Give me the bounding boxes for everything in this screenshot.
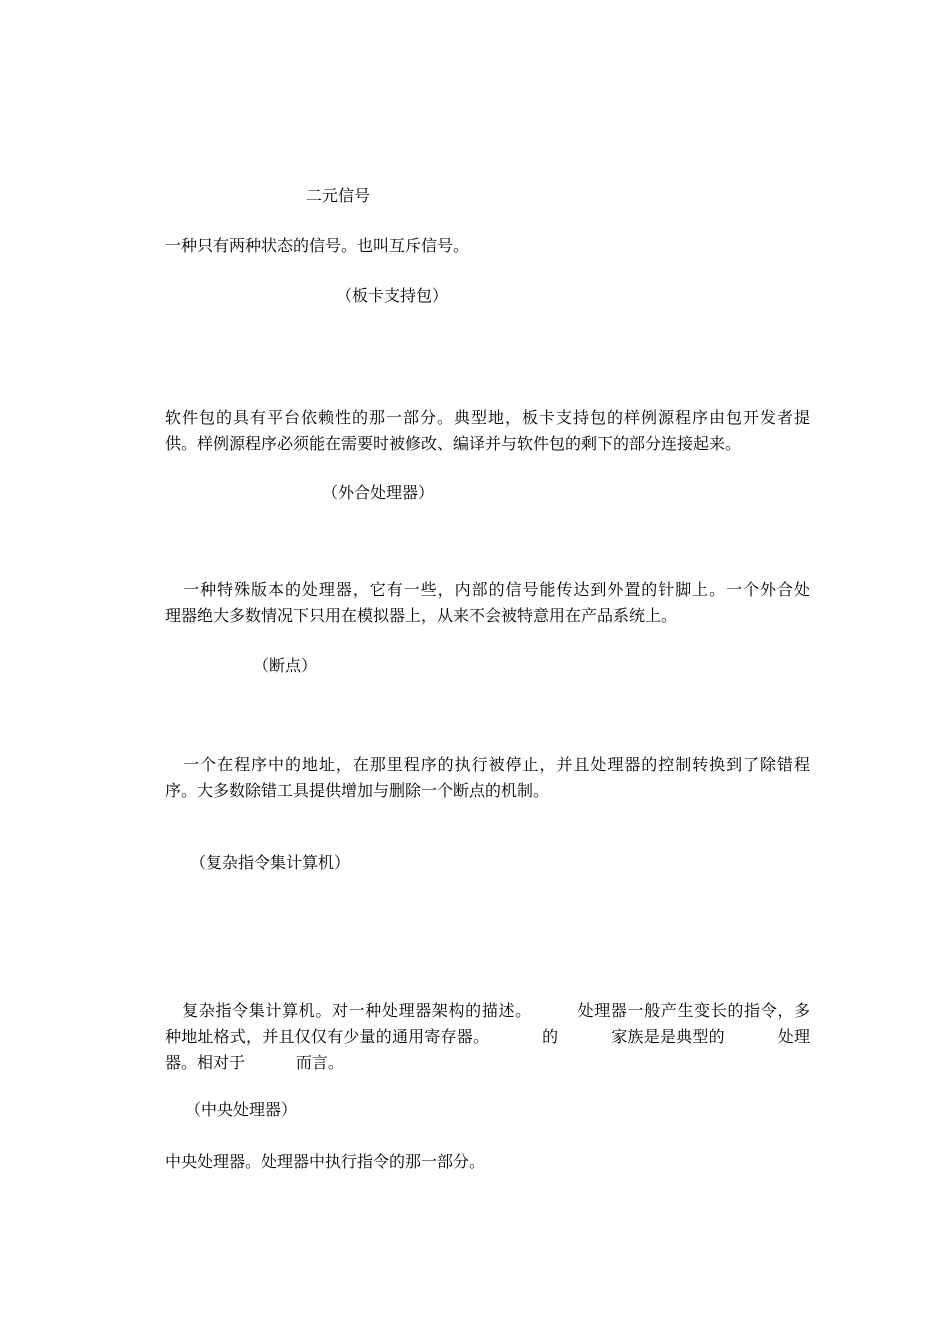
definition-line: 种地址格式，并且仅仅有少量的通用寄存器。 的 家族是是典型的 处理	[165, 1027, 810, 1046]
term-heading-cpu: （中央处理器）	[185, 1100, 298, 1119]
term-heading-bondout-processor: （外合处理器）	[322, 483, 435, 502]
term-definition-breakpoint	[165, 752, 810, 804]
term-definition-cisc	[165, 998, 810, 1076]
term-heading-binary-signal: 二元信号	[306, 186, 371, 205]
definition-line: 一种只有两种状态的信号。也叫互斥信号。	[165, 236, 470, 255]
definition-line: 中央处理器。处理器中执行指令的那一部分。	[165, 1152, 486, 1171]
definition-line: 复杂指令集计算机。对一种处理器架构的描述。 处理器一般产生变长的指令，多	[165, 1001, 810, 1020]
term-definition-binary-signal	[165, 233, 810, 259]
definition-line: 一个在程序中的地址，在那里程序的执行被停止，并且处理器的控制转换到了除错程	[165, 755, 810, 774]
definition-line: 器。相对于 而言。	[165, 1053, 344, 1072]
definition-line: 理器绝大多数情况下只用在模拟器上，从来不会被特意用在产品系统上。	[165, 606, 678, 625]
definition-line: 供。样例源程序必须能在需要时被修改、编译并与软件包的剩下的部分连接起来。	[165, 434, 742, 453]
definition-line: 序。大多数除错工具提供增加与删除一个断点的机制。	[165, 781, 550, 800]
term-definition-bsp	[165, 405, 810, 457]
term-heading-breakpoint: （断点）	[253, 656, 318, 675]
term-heading-cisc: （复杂指令集计算机）	[190, 853, 351, 872]
term-definition-bondout-processor	[165, 577, 810, 629]
term-definition-cpu	[165, 1149, 810, 1175]
definition-line: 一种特殊版本的处理器，它有一些，内部的信号能传达到外置的针脚上。一个外合处	[165, 580, 810, 599]
term-heading-bsp: （板卡支持包）	[336, 286, 449, 305]
definition-line: 软件包的具有平台依赖性的那一部分。典型地，板卡支持包的样例源程序由包开发者提	[165, 408, 810, 427]
